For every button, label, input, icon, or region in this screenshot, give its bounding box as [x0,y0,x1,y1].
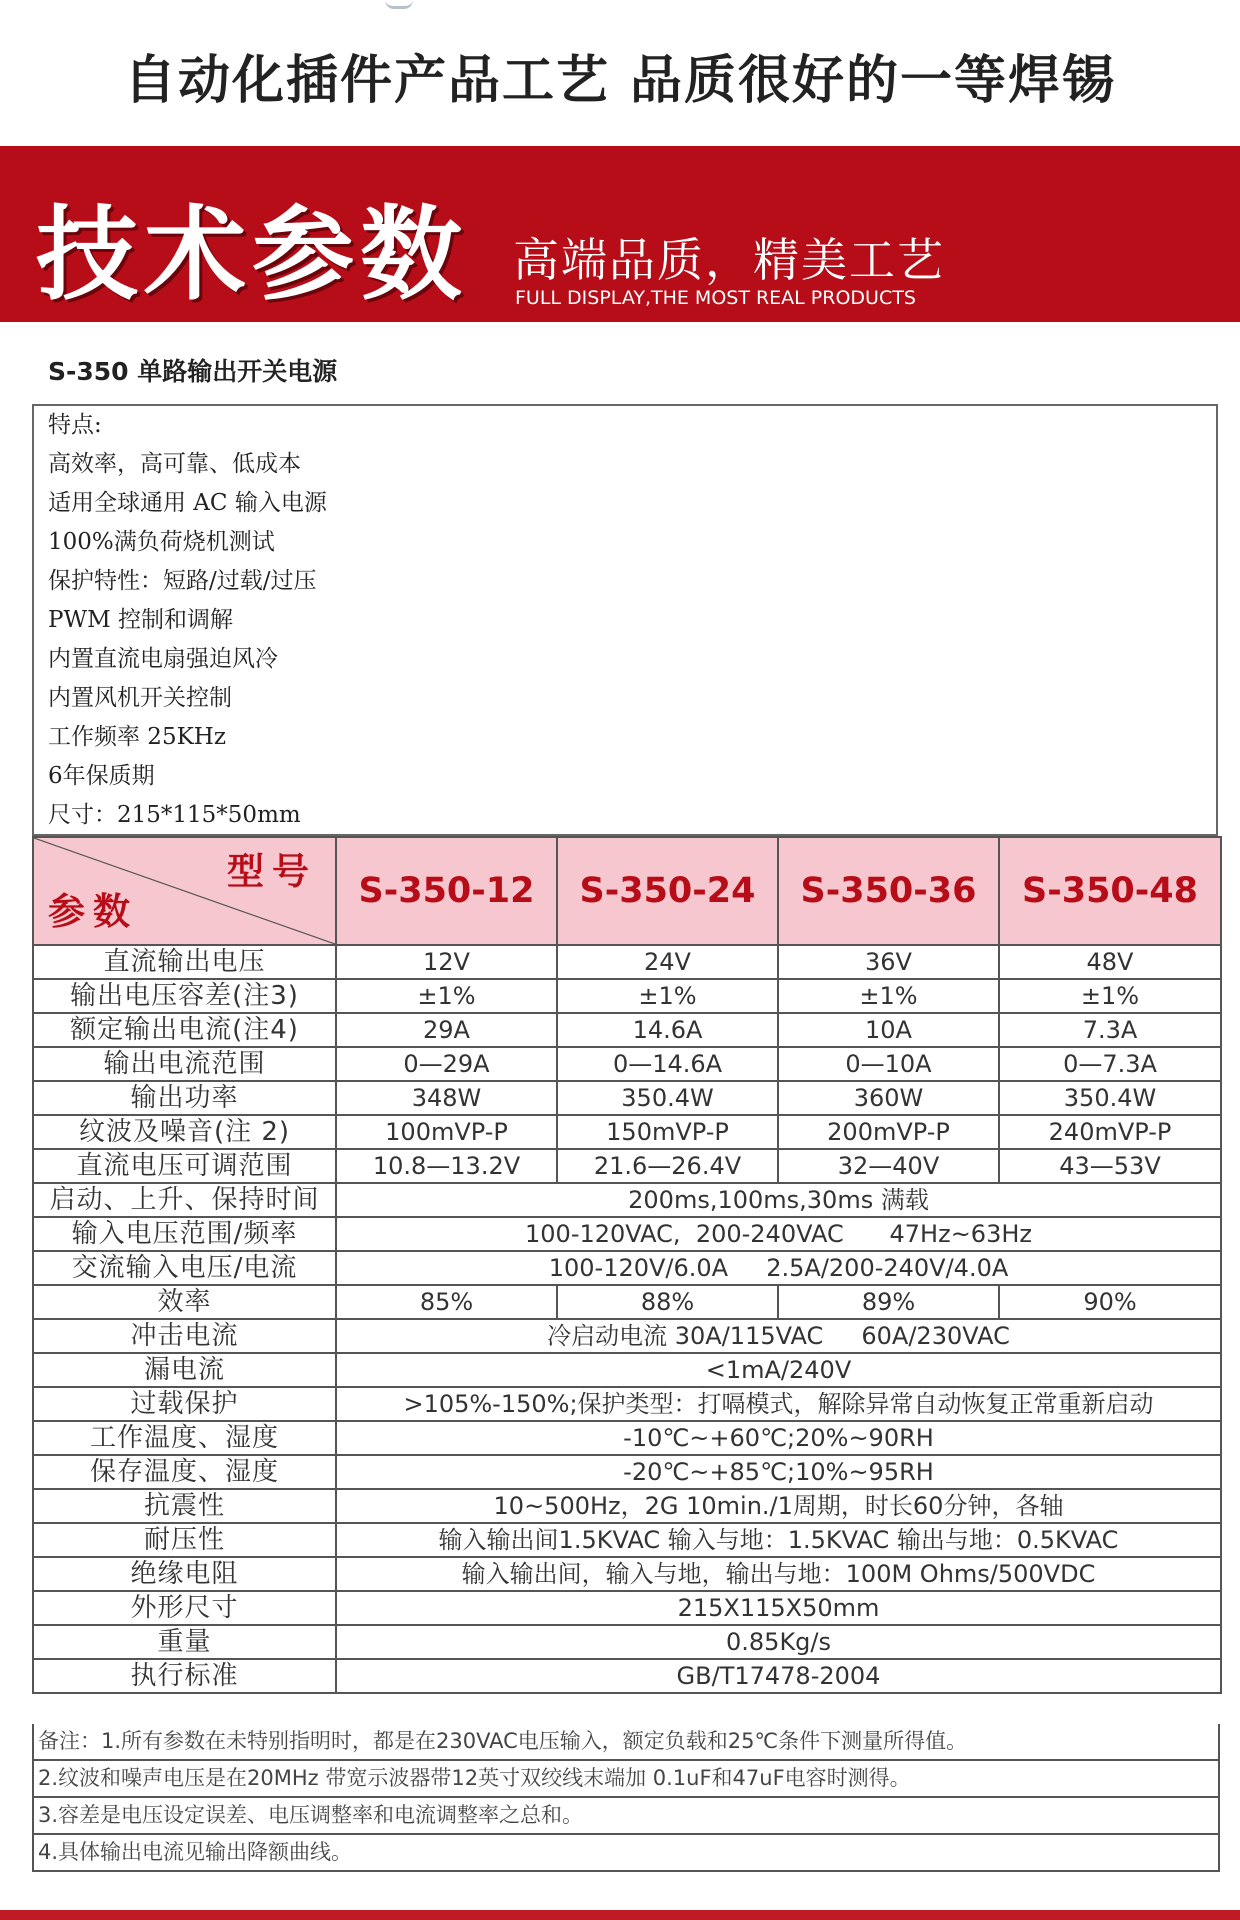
row-value: 100mVP-P [336,1115,557,1149]
row-value: 100-120V/6.0A 2.5A/200-240V/4.0A [336,1251,1221,1285]
row-value: GB/T17478-2004 [336,1659,1221,1693]
row-label: 外形尺寸 [33,1591,336,1625]
features-box [32,404,1218,836]
row-value: 89% [778,1285,999,1319]
row-value: 360W [778,1081,999,1115]
feature-line: 特点: [48,412,102,438]
table-row [33,1013,1221,1047]
table-row [33,1115,1221,1149]
row-label: 纹波及噪音(注 2) [33,1115,336,1149]
row-value: ±1% [778,979,999,1013]
top-decoration [385,0,413,9]
model-header: S-350-36 [778,837,999,945]
row-label: 耐压性 [33,1523,336,1557]
row-value: 10~500Hz，2G 10min./1周期，时长60分钟，各轴 [336,1489,1221,1523]
row-value: <1mA/240V [336,1353,1221,1387]
row-value: 215X115X50mm [336,1591,1221,1625]
row-label: 输出电压容差(注3) [33,979,336,1013]
table-row [33,1523,1221,1557]
note-line: 3.容差是电压设定误差、电压调整率和电流调整率之总和。 [34,1796,1218,1833]
table-row [33,1353,1221,1387]
feature-line: 保护特性：短路/过载/过压 [48,568,317,594]
banner-title: 技术参数 [36,196,468,315]
row-value: 29A [336,1013,557,1047]
feature-line: 高效率，高可靠、低成本 [48,451,301,477]
row-value: 0—7.3A [999,1047,1221,1081]
row-label: 执行标准 [33,1659,336,1693]
table-row [33,1217,1221,1251]
feature-line: 6年保质期 [48,763,155,789]
row-value: 0.85Kg/s [336,1625,1221,1659]
row-label: 直流电压可调范围 [33,1149,336,1183]
row-value: 48V [999,945,1221,979]
corner-cell [33,837,336,945]
feature-line: PWM 控制和调解 [48,607,233,633]
row-value: 200ms,100ms,30ms 满载 [336,1183,1221,1217]
spec-table [32,836,1222,1694]
feature-line: 100%满负荷烧机测试 [48,529,275,555]
row-value: ±1% [557,979,778,1013]
row-label: 保存温度、湿度 [33,1455,336,1489]
table-row [33,1149,1221,1183]
row-value: 0—10A [778,1047,999,1081]
row-value: 24V [557,945,778,979]
banner-subtitle: FULL DISPLAY,THE MOST REAL PRODUCTS [515,287,916,309]
row-label: 重量 [33,1625,336,1659]
table-row [33,1557,1221,1591]
row-value: >105%-150%;保护类型：打嗝模式，解除异常自动恢复正常重新启动 [336,1387,1221,1421]
row-value: 43—53V [999,1149,1221,1183]
note-line: 4.具体输出电流见输出降额曲线。 [34,1833,1218,1870]
row-value: 200mVP-P [778,1115,999,1149]
row-label: 漏电流 [33,1353,336,1387]
row-value: 90% [999,1285,1221,1319]
row-label: 抗震性 [33,1489,336,1523]
row-label: 工作温度、湿度 [33,1421,336,1455]
model-header: S-350-48 [999,837,1221,945]
corner-param-label: 参数 [48,890,138,933]
feature-line: 适用全球通用 AC 输入电源 [48,490,327,516]
row-label: 过载保护 [33,1387,336,1421]
row-value: 348W [336,1081,557,1115]
row-value: ±1% [999,979,1221,1013]
table-row [33,1081,1221,1115]
row-value: 350.4W [999,1081,1221,1115]
row-label: 输出电流范围 [33,1047,336,1081]
table-row [33,1659,1221,1693]
notes-box [32,1724,1220,1872]
table-row [33,1625,1221,1659]
row-value: 12V [336,945,557,979]
row-value: 36V [778,945,999,979]
row-label: 输入电压范围/频率 [33,1217,336,1251]
table-row [33,979,1221,1013]
row-value: 输入输出间1.5KVAC 输入与地：1.5KVAC 输出与地：0.5KVAC [336,1523,1221,1557]
model-header: S-350-24 [557,837,778,945]
row-value: 32—40V [778,1149,999,1183]
table-row [33,1251,1221,1285]
product-title: S-350 单路输出开关电源 [48,357,338,386]
row-value: 350.4W [557,1081,778,1115]
feature-line: 尺寸：215*115*50mm [48,802,301,828]
row-value: 21.6—26.4V [557,1149,778,1183]
feature-line: 工作频率 25KHz [48,724,226,750]
bottom-bar [0,1910,1240,1920]
banner-slogan: 高端品质，精美工艺 [513,233,945,287]
row-value: 10A [778,1013,999,1047]
row-value: 7.3A [999,1013,1221,1047]
row-value: 冷启动电流 30A/115VAC 60A/230VAC [336,1319,1221,1353]
row-value: 240mVP-P [999,1115,1221,1149]
note-line: 备注：1.所有参数在未特别指明时，都是在230VAC电压输入，额定负载和25℃条件下测量所得值。 [38,1729,968,1753]
table-row [33,1387,1221,1421]
row-label: 冲击电流 [33,1319,336,1353]
table-row [33,945,1221,979]
row-label: 交流输入电压/电流 [33,1251,336,1285]
row-value: 输入输出间，输入与地，输出与地：100M Ohms/500VDC [336,1557,1221,1591]
row-value: 150mVP-P [557,1115,778,1149]
corner-model-label: 型号 [227,850,317,893]
row-value: 88% [557,1285,778,1319]
table-row [33,1591,1221,1625]
row-label: 启动、上升、保持时间 [33,1183,336,1217]
table-row [33,1047,1221,1081]
page-headline: 自动化插件产品工艺 品质很好的一等焊锡 [123,51,1117,111]
model-header: S-350-12 [336,837,557,945]
row-value: -10℃~+60℃;20%~90RH [336,1421,1221,1455]
row-value: 14.6A [557,1013,778,1047]
row-value: -20℃~+85℃;10%~95RH [336,1455,1221,1489]
row-value: 0—14.6A [557,1047,778,1081]
table-header-row [33,837,1221,945]
feature-line: 内置直流电扇强迫风冷 [48,646,278,672]
row-value: 85% [336,1285,557,1319]
row-value: 0—29A [336,1047,557,1081]
row-label: 绝缘电阻 [33,1557,336,1591]
feature-line: 内置风机开关控制 [48,685,232,711]
table-row [33,1455,1221,1489]
row-label: 额定输出电流(注4) [33,1013,336,1047]
row-value: ±1% [336,979,557,1013]
row-value: 100-120VAC, 200-240VAC 47Hz~63Hz [336,1217,1221,1251]
table-row [33,1319,1221,1353]
row-label: 直流输出电压 [33,945,336,979]
row-label: 输出功率 [33,1081,336,1115]
row-label: 效率 [33,1285,336,1319]
banner [0,146,1240,322]
table-row [33,1489,1221,1523]
note-line: 2.纹波和噪声电压是在20MHz 带宽示波器带12英寸双绞线末端加 0.1uF和47uF电容时测得。 [34,1759,1218,1796]
table-row [33,1285,1221,1319]
table-row [33,1421,1221,1455]
table-row [33,1183,1221,1217]
row-value: 10.8—13.2V [336,1149,557,1183]
